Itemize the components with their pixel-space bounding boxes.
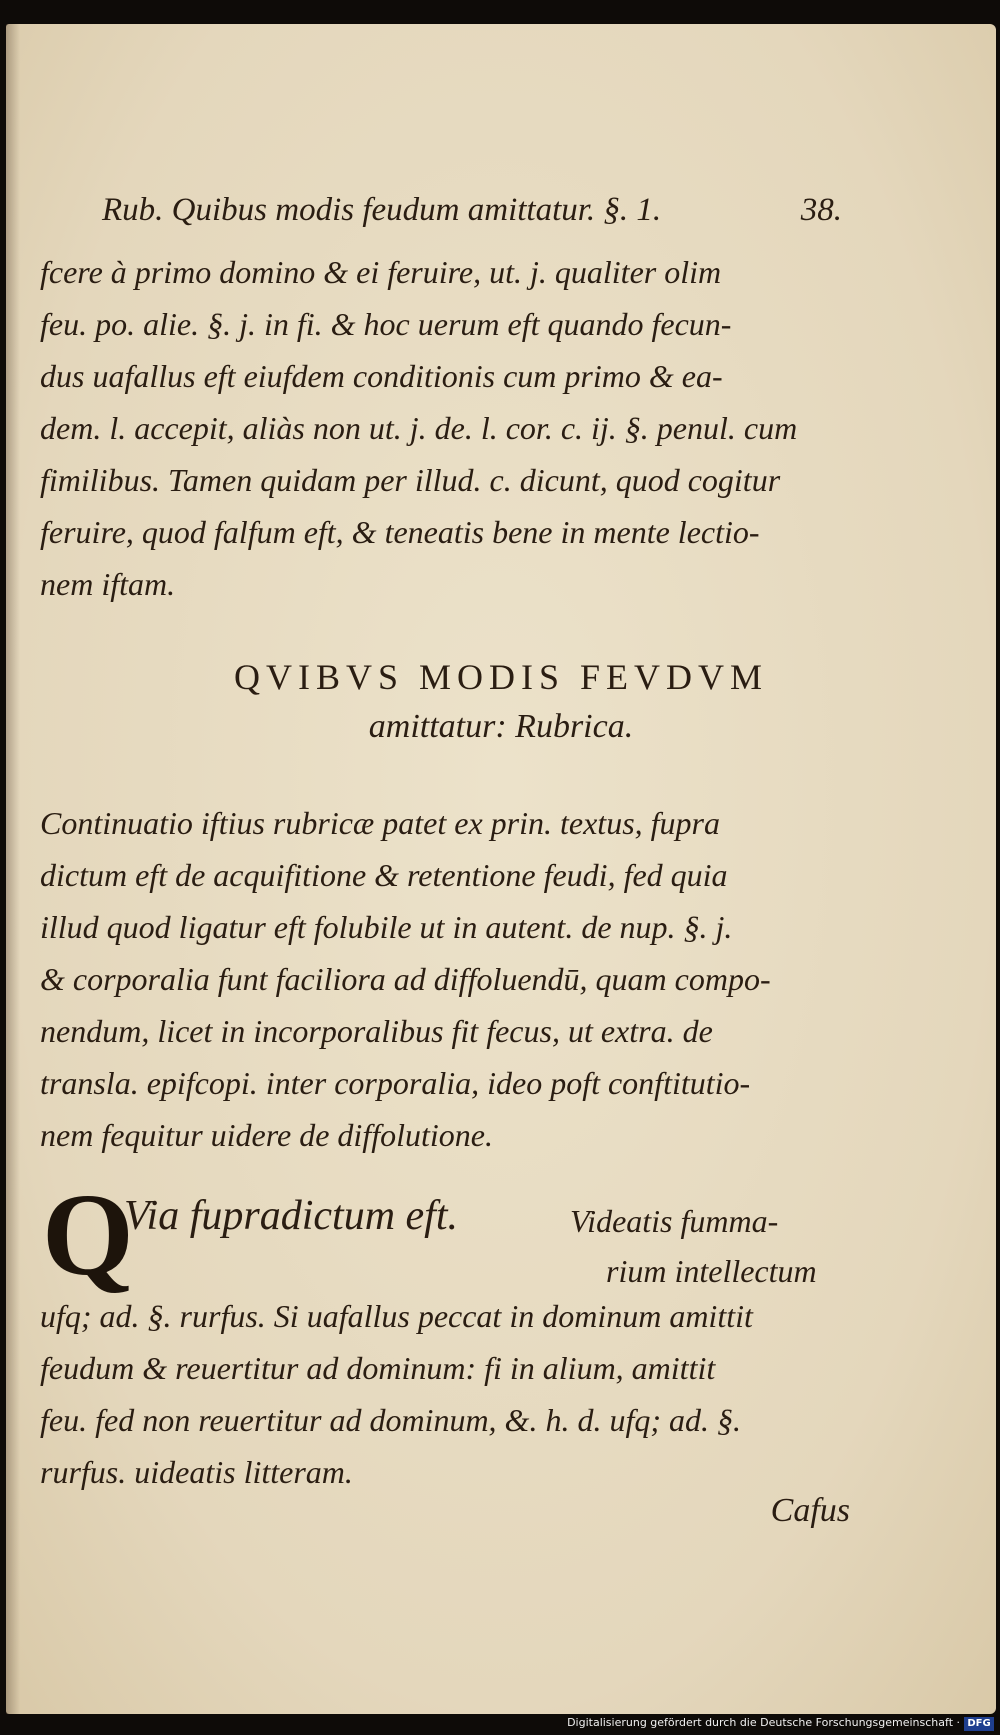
text-line: feudum & reuertitur ad dominum: fi in alium, amittit — [40, 1350, 716, 1386]
running-head — [102, 184, 842, 234]
drop-cap-initial: Q — [42, 1169, 134, 1300]
section-heading: QVIBVS MODIS FEVDVM — [233, 657, 769, 697]
text-line: fimilibus. Tamen quidam per illud. c. dicunt, quod cogitur — [40, 462, 781, 498]
text-line: nendum, licet in incorporalibus fit fecus, ut extra. de — [40, 1013, 713, 1049]
paragraph-2 — [40, 797, 850, 1161]
text-line: fcere à primo domino & ei feruire, ut. j. qualiter olim — [40, 254, 722, 290]
text-line: dictum eft de acquifitione & retentione feudi, fed quia — [40, 857, 728, 893]
text-line: feu. po. alie. §. j. in fi. & hoc uerum eft quando fecun- — [40, 306, 732, 342]
paragraph-3-body — [40, 1290, 850, 1498]
paragraph-3-first-line: Via fupradictum eft. — [124, 1193, 459, 1239]
side-note-line: rium intellectum — [606, 1253, 817, 1289]
paragraph-1 — [40, 246, 850, 610]
text-line: feruire, quod falfum eft, & teneatis bene in mente lectio- — [40, 514, 760, 550]
text-line: rurfus. uideatis litteram. — [40, 1454, 353, 1490]
text-line: dus uafallus eft eiufdem conditionis cum primo & ea- — [40, 358, 723, 394]
side-note — [570, 1196, 860, 1296]
text-line: transla. epifcopi. inter corporalia, ideo poft conftitutio- — [40, 1065, 751, 1101]
text-line: & corporalia funt faciliora ad diffoluendū, quam compo- — [40, 961, 771, 997]
text-line: dem. l. accepit, aliàs non ut. j. de. l. cor. c. ij. §. penul. cum — [40, 410, 798, 446]
text-line: nem fequitur uidere de diffolutione. — [40, 1117, 493, 1153]
spine-shadow — [6, 24, 20, 1714]
side-note-line: Videatis fumma- — [570, 1203, 779, 1239]
book-page — [6, 24, 996, 1714]
running-title: Rub. Quibus modis feudum amittatur. §. 1. — [102, 192, 662, 228]
text-line: Continuatio iftius rubricæ patet ex prin. textus, fupra — [40, 805, 720, 841]
text-line: ufq; ad. §. rurfus. Si uafallus peccat in dominum amittit — [40, 1298, 753, 1334]
catchword: Cafus — [770, 1492, 850, 1529]
digitization-footer — [0, 1714, 1000, 1735]
dfg-logo: DFG — [964, 1717, 994, 1731]
text-line: feu. fed non reuertitur ad dominum, &. h. d. ufq; ad. §. — [40, 1402, 741, 1438]
section-subheading: amittatur: Rubrica. — [368, 708, 634, 745]
text-line: illud quod ligatur eft folubile ut in autent. de nup. §. j. — [40, 909, 733, 945]
folio-number: 38. — [800, 192, 842, 228]
text-line: nem iftam. — [40, 566, 176, 602]
footer-credit: Digitalisierung gefördert durch die Deutsche Forschungsgemeinschaft · — [567, 1716, 960, 1729]
